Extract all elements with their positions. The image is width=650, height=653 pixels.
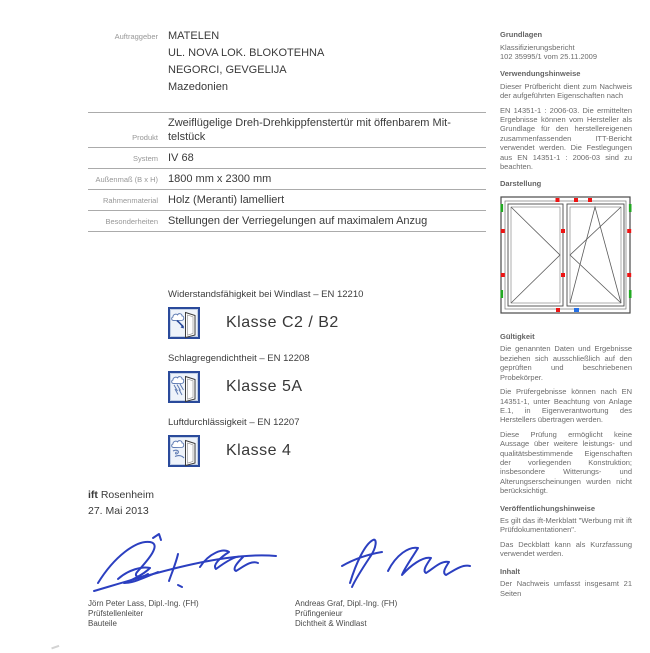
signature-area [88, 527, 486, 595]
issuer-org-bold: ift [88, 489, 98, 501]
issuer-block [88, 487, 486, 519]
spec-row-aussenmass [88, 169, 486, 190]
cropped-footer-mark [51, 645, 61, 653]
spec-label: Produkt [132, 133, 158, 142]
class-row-luftdurchlaessigkeit [168, 435, 486, 467]
issuer-org-rest: Rosenheim [100, 489, 154, 501]
sidebar-text: Die Prüfergebnisse können nach EN 14351-1, unter Beachtung von Anlage E.1, in Eigenverantwortung des Herstellers übertragen werden. [500, 387, 632, 425]
spec-value [168, 113, 486, 147]
performance-classes [168, 289, 486, 467]
signatory-unit: Dichtheit & Windlast [295, 619, 367, 628]
main-column [88, 28, 486, 629]
class-value-windlast: Klasse C2 / B2 [226, 314, 339, 331]
sidebar-line: 102 35995/1 vom 25.11.2009 [500, 51, 598, 61]
signatory-names [88, 599, 486, 629]
driving-rain-window-icon [168, 371, 200, 403]
spec-row-rahmenmaterial [88, 190, 486, 211]
air-permeability-window-icon [168, 435, 200, 467]
sidebar-heading-darstellung: Darstellung [500, 179, 542, 189]
spec-row-besonderheiten [88, 211, 486, 232]
sidebar-text: Dieser Prüfbericht dient zum Nachweis der aufgeführten Eigenschaften nach [500, 81, 632, 101]
spec-value: 1800 mm x 2300 mm [168, 173, 272, 185]
handle-marker [574, 308, 579, 312]
sidebar-text: Das Deckblatt kann als Kurzfassung verwendet werden. [500, 539, 632, 559]
sidebar-text: Die genannten Daten und Ergebnisse beziehen sich ausschließlich auf den geprüften und beschriebenen Probekörper. [500, 344, 632, 382]
spec-value: Stellungen der Verriegelungen auf maximalem Anzug [168, 215, 428, 227]
sidebar-heading-inhalt: Inhalt [500, 566, 520, 576]
signatory-name: Andreas Graf, Dipl.-Ing. (FH) [295, 599, 398, 608]
sidebar-text: Diese Prüfung ermöglicht keine Aussage über weitere leistungs- und qualitätsbestimmende Eigenschaften der vorliegenden Konstruktion; insbesondere Witterungs- und Alterungserscheinungen wurden nicht berücksichtigt. [500, 429, 632, 496]
spec-label: Rahmenmaterial [102, 196, 158, 205]
class-row-windlast [168, 307, 486, 339]
signatory-unit: Bauteile [88, 619, 117, 628]
client-block [88, 28, 486, 96]
wind-load-window-icon [168, 307, 200, 339]
sidebar-heading-gueltigkeit: Gültigkeit [500, 331, 535, 341]
signatory-role: Prüfingenieur [295, 609, 343, 618]
sidebar-heading-verwendungshinweise: Verwendungshinweise [500, 69, 581, 79]
signatory-name: Jörn Peter Lass, Dipl.-Ing. (FH) [88, 599, 199, 608]
issue-date: 27. Mai 2013 [88, 505, 149, 517]
spec-label: Außenmaß (B x H) [95, 175, 158, 184]
client-line: NEGORCI, GEVGELIJA [168, 64, 287, 76]
sidebar-text: EN 14351-1 : 2006-03. Die ermittelten Ergebnisse können vom Hersteller als Grundlage für den herstellereigenen zusammenfassenden ITT-Bericht verwendet werden. Die Festlegungen aus EN 14351-1 : 2006-03 sind zu beachten. [500, 105, 632, 172]
signatory-role: Prüfstellenleiter [88, 609, 144, 618]
client-line: Mazedonien [168, 81, 228, 93]
spec-label: System [132, 154, 158, 163]
signature-andreas-graf [332, 533, 482, 591]
sidebar-line: Klassifizierungsbericht [500, 42, 575, 52]
class-title-luftdurchlaessigkeit: Luftdurchlässigkeit – EN 12207 [168, 417, 300, 428]
spec-table [88, 112, 486, 232]
spec-value: IV 68 [168, 152, 194, 164]
spec-label: Besonderheiten [105, 217, 158, 226]
class-title-windlast: Widerstandsfähigkeit bei Windlast – EN 12210 [168, 289, 364, 300]
class-value-schlagregen: Klasse 5A [226, 378, 303, 395]
sidebar [500, 30, 632, 603]
sidebar-heading-grundlagen: Grundlagen [500, 30, 543, 39]
client-line: UL. NOVA LOK. BLOKOTEHNA [168, 47, 325, 59]
spec-value: Holz (Meranti) lamelliert [168, 194, 285, 206]
class-row-schlagregen [168, 371, 486, 403]
class-value-luftdurchlaessigkeit: Klasse 4 [226, 442, 292, 459]
spec-value-line: Zweiflügelige Dreh-Drehkippfenstertür mit öffenbarem Mit- [168, 117, 451, 129]
sidebar-text: Der Nachweis umfasst insgesamt 21 Seiten [500, 579, 632, 598]
sidebar-text: Es gilt das ift-Merkblatt "Werbung mit ift Prüfdokumentationen". [500, 516, 632, 535]
signatory-right [295, 599, 397, 629]
sidebar-heading-veroeffentlichungshinweise: Veröffentlichungshinweise [500, 503, 596, 513]
spec-value-line: telstück [168, 131, 206, 143]
window-elevation-diagram [500, 195, 632, 315]
signatory-left [88, 599, 295, 629]
client-line: MATELEN [168, 30, 220, 42]
class-title-schlagregen: Schlagregendichtheit – EN 12208 [168, 353, 310, 364]
spec-row-produkt [88, 112, 486, 148]
issuer-org [88, 487, 486, 503]
client-address [168, 28, 486, 96]
signature-jorn-lass [90, 527, 286, 593]
spec-row-system [88, 148, 486, 169]
sidebar-text [500, 43, 632, 62]
client-label: Auftraggeber [114, 32, 158, 41]
